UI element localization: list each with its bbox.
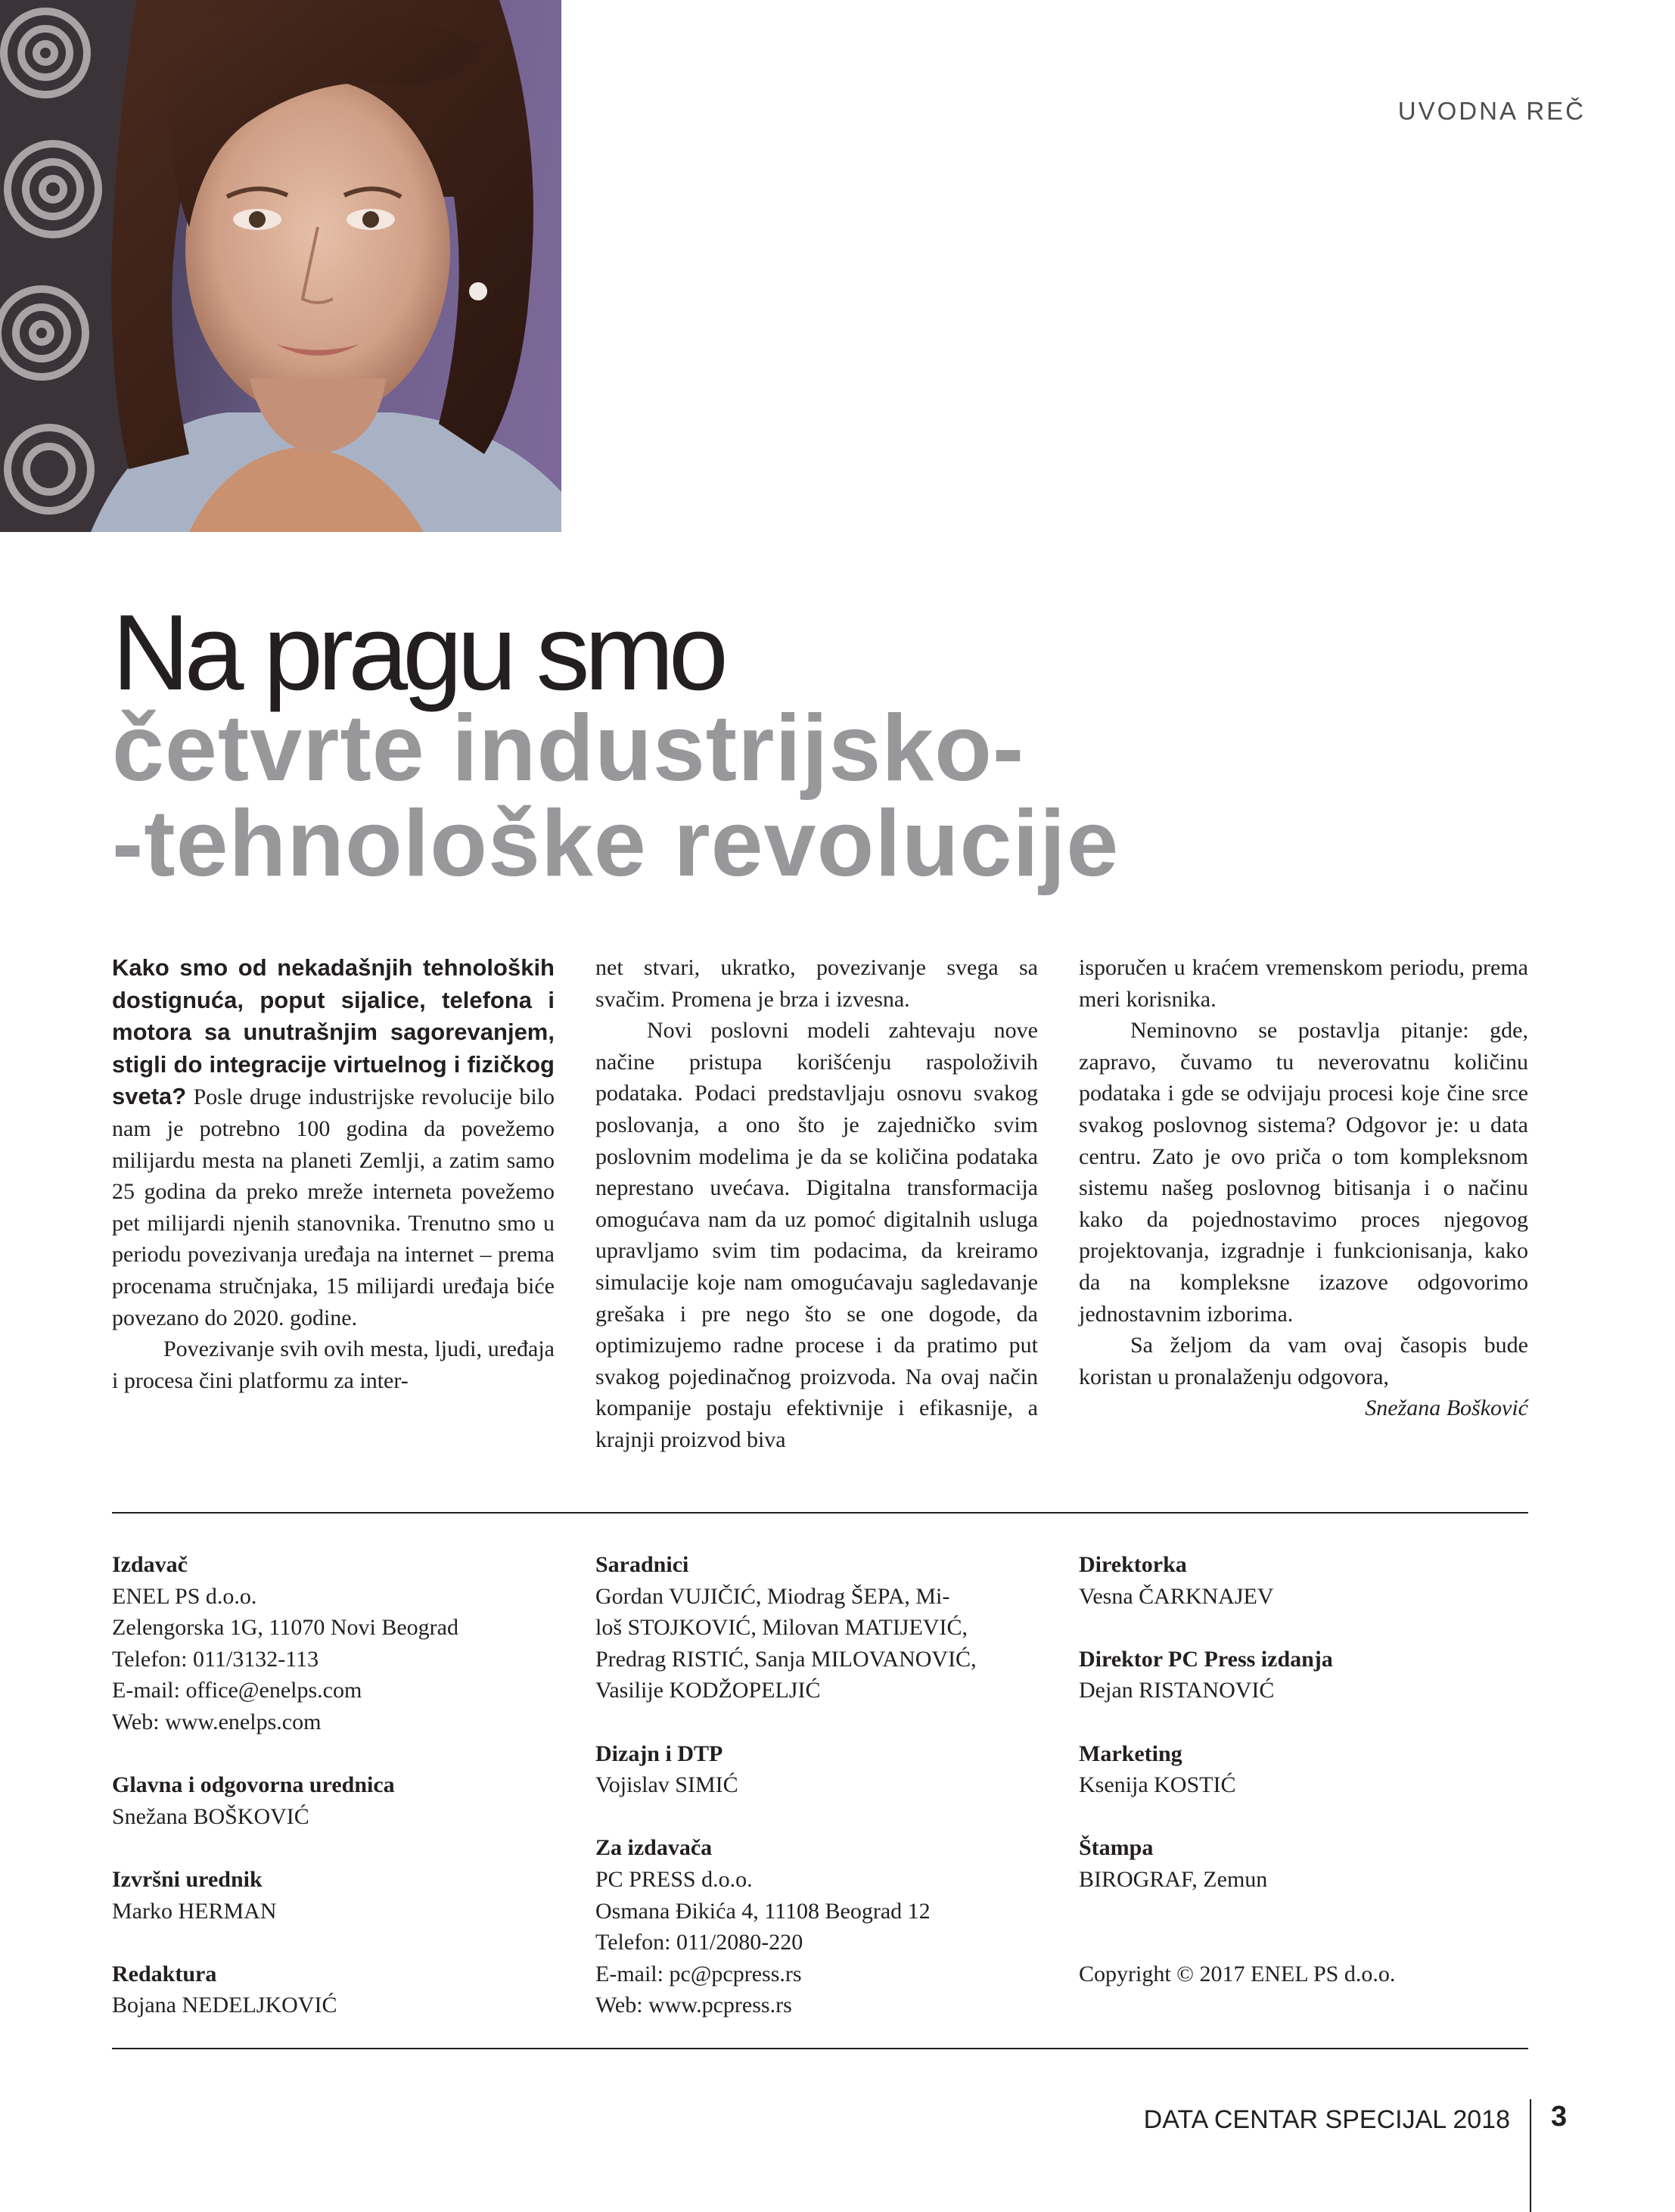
article-paragraph: Novi poslovni modeli zahtevaju nove načine pristupa korišćenju raspoloživih podataka. Podaci predstavljaju osnovu svakog poslovanja, a ono što je zajedničko svim poslovnim modelima je da se količina podataka neprestano uvećava. Digitalna transformacija omogućava nam da uz pomoć digitalnih usluga upravljamo svim tim podacima, da kreiramo simulacije koje nam omogućavaju sagledavanje grešaka i pre nego što se one dogode, da optimizujemo radne procese i da pratimo put svakog pojedinačnog proizvoda. Na ovaj način kompanije postaju efektivnije i efikasnije, a krajnji proizvod biva [595,1018,1038,1452]
editor-portrait-photo [0,0,561,532]
masthead-block [1079,1832,1521,1895]
masthead-block [595,1832,1038,2021]
article-paragraph [112,952,555,1333]
masthead-line: Vesna ČARKNAJEV [1079,1583,1274,1609]
masthead-block [112,1958,555,2021]
masthead-heading: Izvršni urednik [112,1866,263,1892]
article-column-2 [595,952,1038,1456]
masthead-heading: Direktor PC Press izdanja [1079,1646,1333,1672]
article-paragraph: isporučen u kraćem vremenskom periodu, prema meri korisnika. [1079,955,1528,1012]
article-column-3 [1079,952,1528,1424]
masthead-line: PC PRESS d.o.o. [595,1866,753,1892]
masthead-line: Gordan VUJIČIĆ, Miodrag ŠEPA, Mi- [595,1583,950,1609]
masthead-web: Web: www.pcpress.rs [595,1993,792,2018]
article-lead: Kako smo od nekadašnjih tehnoloških dostignuća, poput sijalice, telefona i motora sa unutrašnjim sagorevanjem, stigli do integracije virtuelnog i fizičkog sveta? [112,954,555,1110]
masthead-block [1079,1738,1521,1801]
masthead-block [112,1864,555,1927]
masthead-heading: Izdavač [112,1552,188,1577]
footer-divider [1530,2099,1531,2212]
masthead-line: Telefon: 011/2080-220 [595,1930,803,1955]
masthead-heading: Direktorka [1079,1552,1187,1577]
masthead-heading: Glavna i odgovorna urednica [112,1772,395,1798]
masthead-line: Ksenija KOSTIĆ [1079,1772,1236,1798]
masthead-heading: Marketing [1079,1741,1182,1766]
masthead-email: E-mail: pc@pcpress.rs [595,1961,802,1986]
masthead-line: Dejan RISTANOVIĆ [1079,1678,1275,1703]
masthead-heading: Saradnici [595,1552,689,1577]
masthead-block [595,1549,1038,1706]
masthead-line: Zelengorska 1G, 11070 Novi Beograd [112,1615,458,1641]
masthead-column-2 [595,1549,1038,2053]
article-column-1 [112,952,555,1396]
masthead-block [1079,1644,1521,1706]
masthead-web: Web: www.enelps.com [112,1709,322,1734]
masthead-heading: Dizajn i DTP [595,1741,723,1766]
headline-line-2: četvrte industrijsko- [112,696,1025,801]
masthead-email: E-mail: office@enelps.com [112,1678,362,1703]
article-paragraph: Neminovno se postavlja pitanje: gde, zapravo, čuvamo tu neverovatnu količinu podataka i gde se odvijaju procesi koje čine srce svakog poslovnog sistema? Odgovor je: u data centru. Zato je ovo priča o tom kompleksnom sistemu našeg poslovnog bitisanja i o načinu kako da pojednostavimo proces njegovog projektovanja, izgradnje i funkcionisanja, kako da na kompleksne izazove odgovorimo jednostavnim izborima. [1079,1018,1528,1327]
masthead-line: BIROGRAF, Zemun [1079,1866,1268,1892]
article-paragraph: net stvari, ukratko, povezivanje svega sa svačim. Promena je brza i izvesna. [595,955,1038,1012]
section-label: UVODNA REČ [1397,97,1586,125]
masthead-column-1 [112,1549,555,2053]
masthead-line: loš STOJKOVIĆ, Milovan MATIJEVIĆ, [595,1615,968,1641]
copyright: Copyright © 2017 ENEL PS d.o.o. [1079,1961,1396,1986]
article-paragraph: Povezivanje svih ovih mesta, ljudi, uređaja i procesa čini platformu za inter- [112,1336,555,1393]
article-text: Posle druge industrijske revolucije bilo nam je potrebno 100 godina da povežemo milijardu mesta na planeti Zemlji, a zatim samo 25 godina da preko mreže interneta povežemo pet milijardi njenih stanovnika. Trenutno smo u periodu povezivanja uređaja na internet – prema procenama stručnjaka, 15 milijardi uređaja biće povezano do 2020. godine. [112,1084,555,1330]
masthead-column-3 [1079,1549,1521,1990]
masthead-block [1079,1549,1521,1612]
masthead-block [112,1549,555,1738]
headline-line-1: Na pragu smo [112,593,723,713]
masthead-line: Bojana NEDELJKOVIĆ [112,1993,337,2018]
masthead-line: Predrag RISTIĆ, Sanja MILOVANOVIĆ, [595,1646,977,1672]
masthead-line: Vojislav SIMIĆ [595,1772,738,1798]
masthead-line: Telefon: 011/3132-113 [112,1646,319,1672]
masthead-top-divider [112,1512,1528,1514]
masthead-block [112,1769,555,1832]
masthead-bottom-divider [112,2048,1528,2049]
article-paragraph: Sa željom da vam ovaj časopis bude koristan u pronalaženju odgovora, [1079,1333,1528,1389]
headline [112,593,1587,896]
masthead-line: Marko HERMAN [112,1898,277,1924]
signature: Snežana Bošković [1365,1395,1528,1421]
headline-line-3: -tehnološke revolucije [112,792,1120,896]
masthead-block [595,1738,1038,1801]
masthead-line: Vasilije KODŽOPELJIĆ [595,1678,821,1703]
masthead-heading: Štampa [1079,1835,1154,1861]
footer-publication-title: DATA CENTAR SPECIJAL 2018 [1143,2105,1510,2134]
masthead-line: Osmana Đikića 4, 11108 Beograd 12 [595,1898,931,1924]
masthead-heading: Redaktura [112,1961,217,1986]
page-number: 3 [1551,2101,1568,2133]
masthead-line: ENEL PS d.o.o. [112,1583,257,1609]
masthead-line: Snežana BOŠKOVIĆ [112,1803,309,1829]
masthead-heading: Za izdavača [595,1835,713,1861]
